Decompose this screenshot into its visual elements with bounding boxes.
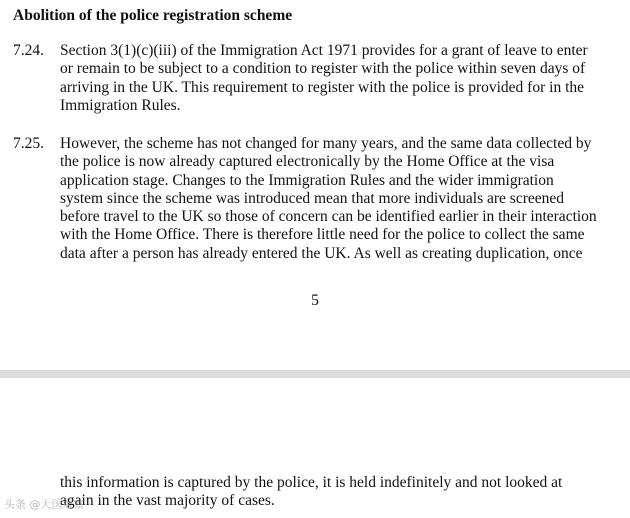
paragraph-line: this information is captured by the police, it is held indefinitely and not looked at	[60, 474, 563, 491]
section-heading: Abolition of the police registration scheme	[13, 7, 293, 24]
paragraph-body	[60, 135, 625, 263]
paragraph-line: data after a person has already entered the UK. As well as creating duplication, once	[60, 244, 583, 262]
paragraph-line: the police is now already captured electronically by the Home Office at the visa	[60, 153, 555, 171]
document-page-bottom	[0, 378, 630, 518]
paragraph-line: arriving in the UK. This requirement to register with the police is provided for in the	[60, 78, 585, 96]
page-number: 5	[311, 292, 319, 309]
continuation-text	[60, 474, 562, 511]
page-separator	[0, 370, 630, 378]
paragraph-line: system since the scheme was introduced mean that more individuals are screened	[60, 189, 565, 207]
watermark-text: 头条 @大国观察	[4, 498, 85, 511]
paragraph-number: 7.25.	[13, 135, 44, 152]
paragraph-line: again in the vast majority of cases.	[60, 492, 275, 510]
paragraph-line: or remain to be subject to a condition to register with the police within seven days of	[60, 60, 586, 78]
paragraph-line: application stage. Changes to the Immigration Rules and the wider immigration	[60, 171, 554, 189]
paragraph-line: Immigration Rules.	[60, 96, 181, 114]
paragraph-line: Section 3(1)(c)(iii) of the Immigration Act 1971 provides for a grant of leave to enter	[60, 42, 588, 59]
paragraph-line: before travel to the UK so those of concern can be identified earlier in their interaction	[60, 208, 597, 226]
paragraph-line: with the Home Office. There is therefore little need for the police to collect the same	[60, 226, 585, 244]
paragraph-line: However, the scheme has not changed for many years, and the same data collected by	[60, 135, 592, 152]
paragraph-number: 7.24.	[13, 42, 44, 59]
paragraph-body	[60, 42, 625, 115]
